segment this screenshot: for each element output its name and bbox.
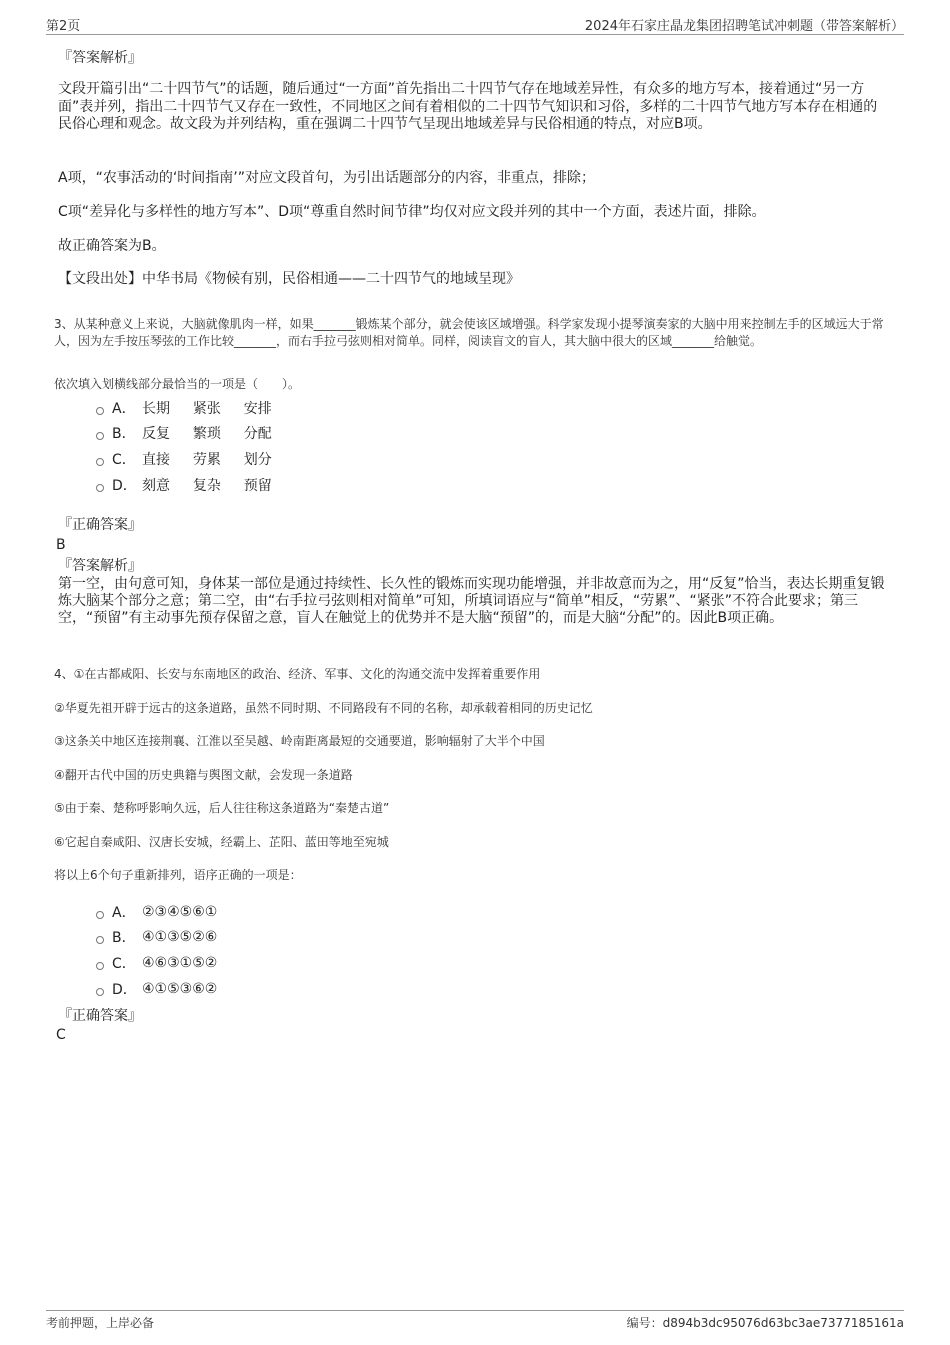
page-number: 第2页 — [46, 19, 81, 34]
q4-option-d[interactable] — [96, 980, 217, 998]
radio-icon[interactable] — [96, 458, 104, 466]
q2-analysis-paragraph-3: C项“差异化与多样性的地方写本”、D项“尊重自然时间节律”均仅对应文段并列的其中一个方面，表述片面，排除。 — [58, 204, 766, 220]
radio-icon[interactable] — [96, 484, 104, 492]
q3-analysis-heading: 『答案解析』 — [58, 558, 142, 574]
q3-option-d[interactable] — [96, 476, 272, 494]
radio-icon[interactable] — [96, 432, 104, 440]
q3-prompt: 依次填入划横线部分最恰当的一项是（ ）。 — [54, 377, 301, 391]
option-letter: B． — [112, 426, 136, 442]
q4-sentence-4: ④翻开古代中国的历史典籍与舆图文献，会发现一条道路 — [54, 768, 353, 782]
option-letter: A． — [112, 905, 136, 921]
q4-sentence-2: ②华夏先祖开辟于远古的这条道路，虽然不同时期、不同路段有不同的名称，却承载着相同的历史记忆 — [54, 701, 593, 715]
header-divider — [46, 34, 904, 35]
q2-source: 【文段出处】中华书局《物候有别，民俗相通——二十四节气的地域呈现》 — [58, 271, 520, 287]
option-text: 直接 劳累 划分 — [142, 452, 272, 468]
q4-sentence-6: ⑥它起自秦咸阳、汉唐长安城，经霸上、芷阳、蓝田等地至宛城 — [54, 835, 389, 849]
q4-sentence-1: 4、①在古都咸阳、长安与东南地区的政治、经济、军事、文化的沟通交流中发挥着重要作用 — [54, 667, 541, 681]
radio-icon[interactable] — [96, 962, 104, 970]
option-text: 刻意 复杂 预留 — [142, 478, 272, 494]
option-text: ④①⑤③⑥② — [142, 981, 218, 997]
q3-correct-answer: B — [56, 537, 66, 553]
option-letter: C． — [112, 452, 136, 468]
q2-analysis-paragraph-1: 文段开篇引出“二十四节气”的话题，随后通过“一方面”首先指出二十四节气存在地域差异性，有众多的地方写本，接着通过“另一方面”表并列，指出二十四节气又存在一致性，不同地区之间有着相似的二十四节气知识和习俗，多样的二十四节气地方写本存在相通的民俗心理和观念。故文段为并列结构，重在强调二十四节气呈现出地域差异与民俗相通的特点，对应B项。 — [58, 81, 878, 132]
q2-analysis-paragraph-2: A项，“农事活动的‘时间指南’”对应文段首句，为引出话题部分的内容，非重点，排除； — [58, 170, 595, 186]
q3-option-a[interactable] — [96, 399, 272, 417]
radio-icon[interactable] — [96, 988, 104, 996]
option-letter: D． — [112, 478, 137, 494]
option-text: ④①③⑤②⑥ — [142, 929, 218, 945]
q3-option-c[interactable] — [96, 450, 272, 468]
q2-analysis-conclusion: 故正确答案为B。 — [58, 238, 166, 254]
radio-icon[interactable] — [96, 911, 104, 919]
option-letter: D． — [112, 982, 137, 998]
option-text: ④⑥③①⑤② — [142, 955, 218, 971]
q4-correct-answer: C — [56, 1027, 66, 1043]
radio-icon[interactable] — [96, 407, 104, 415]
q4-sentence-5: ⑤由于秦、楚称呼影响久远，后人往往称这条道路为“秦楚古道” — [54, 801, 390, 815]
q4-prompt: 将以上6个句子重新排列，语序正确的一项是： — [54, 868, 302, 882]
option-letter: C． — [112, 956, 136, 972]
q3-stem: 3、从某种意义上来说，大脑就像肌肉一样，如果_______锻炼某个部分，就会使该区域增强。科学家发现小提琴演奏家的大脑中用来控制左手的区域远大于常人，因为左手按压琴弦的工作比较_______，而右手拉弓弦则相对简单。同样，阅读盲文的盲人，其大脑中很大的区域_______给触觉。 — [54, 317, 884, 348]
footer-divider — [46, 1310, 904, 1311]
q4-option-c[interactable] — [96, 954, 217, 972]
document-code: 编号：d894b3dc95076d63bc3ae7377185161a — [626, 1316, 904, 1330]
q3-correct-heading: 『正确答案』 — [58, 517, 142, 533]
document-title: 2024年石家庄晶龙集团招聘笔试冲刺题（带答案解析） — [584, 19, 904, 34]
footer-slogan: 考前押题，上岸必备 — [46, 1316, 155, 1330]
option-text: 长期 紧张 安排 — [142, 401, 272, 417]
q4-option-b[interactable] — [96, 928, 217, 946]
q4-option-a[interactable] — [96, 903, 217, 921]
q4-sentence-3: ③这条关中地区连接荆襄、江淮以至吴越、岭南距离最短的交通要道，影响辐射了大半个中国 — [54, 734, 545, 748]
q3-analysis: 第一空，由句意可知，身体某一部位是通过持续性、长久性的锻炼而实现功能增强，并非故意而为之，用“反复”恰当，表达长期重复锻炼大脑某个部分之意；第二空，由“右手拉弓弦则相对简单”可知，所填词语应与“简单”相反，“劳累”、“紧张”不符合此要求；第三空，“预留”有主动事先预存保留之意，盲人在触觉上的优势并不是大脑“预留”的，而是大脑“分配”的。因此B项正确。 — [58, 576, 885, 626]
q2-analysis-heading: 『答案解析』 — [58, 50, 142, 66]
q4-correct-heading: 『正确答案』 — [58, 1008, 142, 1024]
radio-icon[interactable] — [96, 936, 104, 944]
option-letter: A． — [112, 401, 136, 417]
option-text: ②③④⑤⑥① — [142, 904, 218, 920]
option-letter: B． — [112, 930, 136, 946]
q3-option-b[interactable] — [96, 424, 272, 442]
option-text: 反复 繁琐 分配 — [142, 426, 272, 442]
